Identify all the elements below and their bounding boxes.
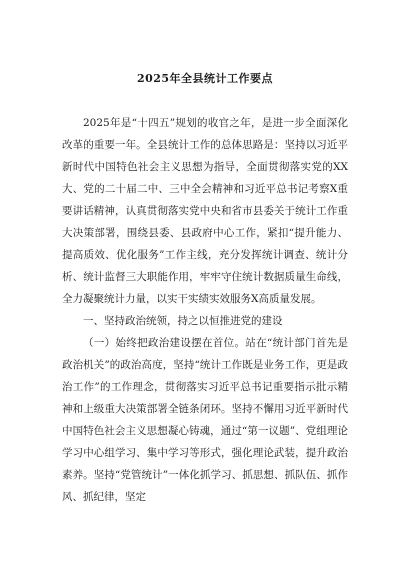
document-title: 2025年全县统计工作要点 <box>136 72 274 85</box>
intro-paragraph: 2025年是“十四五”规划的收官之年，是进一步全面深化改革的重要一年。全县统计工作的总体思路是：坚持以习近平新时代中国特色社会主义思想为指导，全面贯彻落实党的XX大、党的二十届二中、三中全会精神和习近平总书记考察X重要讲话精神，认真贯彻落实党中央和省市县委关于统计工作重大决策部署，围绕县委、县政府中心工作，紧扣“提升能力、提高质效、优化服务”工作主线，充分发挥统计调查、统计分析、统计监督三大职能作用，牢牢守住统计数据质量生命线，全力凝聚统计力量，以实干实绩实效服务X高质量发展。 <box>62 117 348 305</box>
section-heading: 一、坚持政治统领，持之以恒推进党的建设 <box>83 315 283 327</box>
subsection-paragraph: （一）始终把政治建设摆在首位。站在“统计部门首先是政治机关”的政治高度，坚持“统计工作既是业务工作，更是政治工作”的工作理念，贯彻落实习近平总书记重要指示批示精神和上级重大决策部署全链条闭环。坚持不懈用习近平新时代中国特色社会主义思想凝心铸魂，通过“第一议题”、党组理论学习中心组学习、集中学习等形式，强化理论武装，提升政治素养。坚持“党管统计”一体化抓学习、抓思想、抓队伍、抓作风、抓纪律，坚定 <box>62 337 348 503</box>
